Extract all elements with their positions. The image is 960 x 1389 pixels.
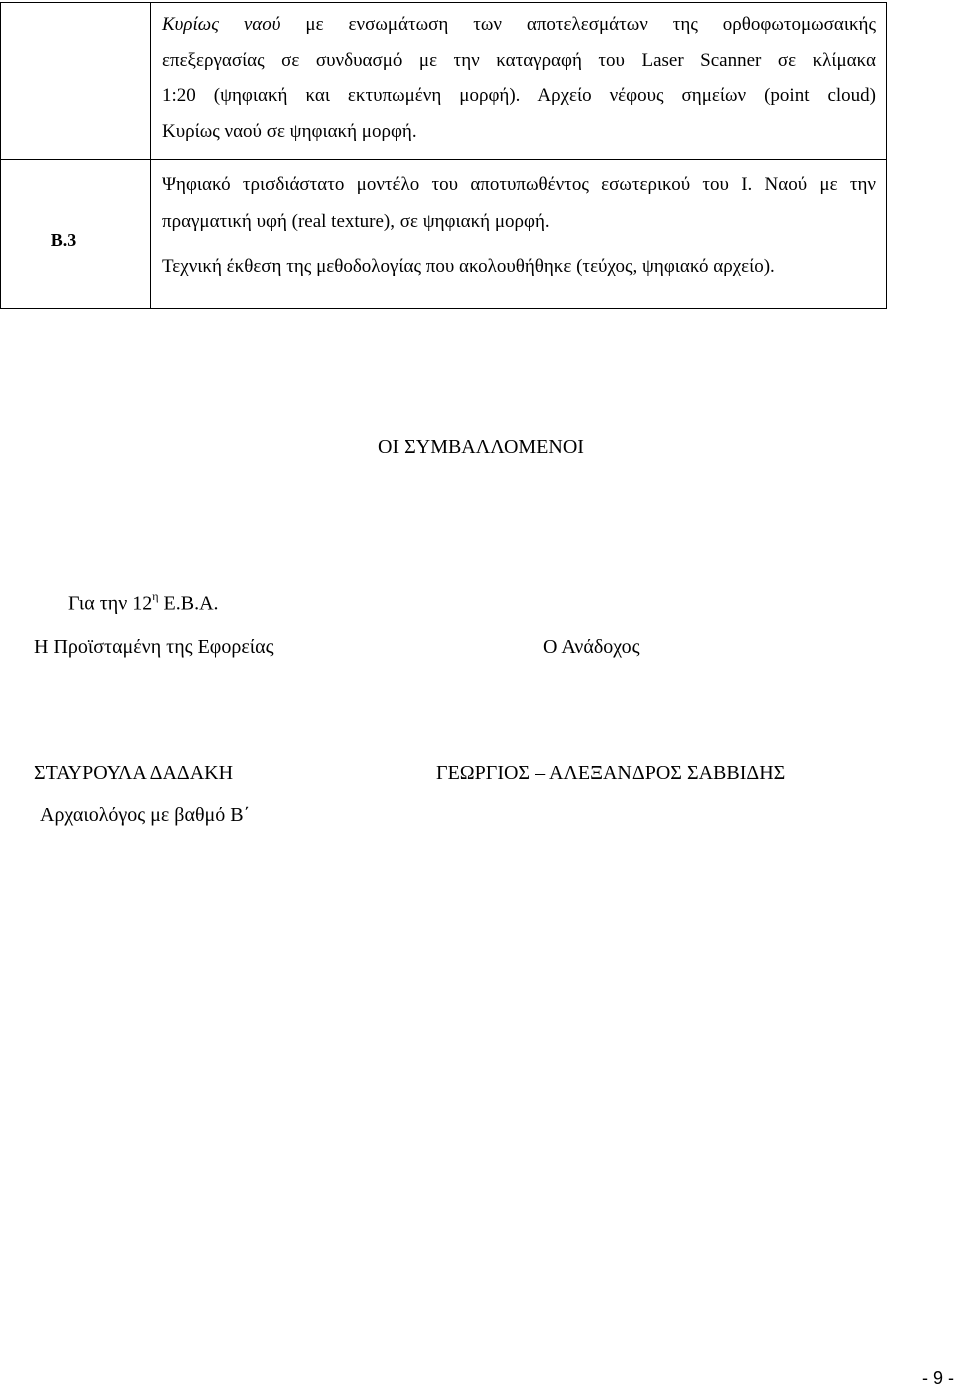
table-row [1, 3, 887, 160]
description-line [162, 7, 876, 43]
authority-line [68, 591, 219, 616]
authority-prefix: Για την 12 [68, 592, 153, 615]
description-line: πραγματική υφή (real texture), σε ψηφιακή μορφή. [162, 211, 550, 232]
left-signatory-name: ΣΤΑΥΡΟΥΛΑ ΔΑΔΑΚΗ [34, 762, 234, 784]
contracting-parties-heading: ΟΙ ΣΥΜΒΑΛΛΟΜΕΝΟΙ [378, 436, 584, 458]
item-code: Β.3 [50, 229, 77, 250]
table-row [1, 160, 887, 309]
right-signatory-name: ΓΕΩΡΓΙΟΣ – ΑΛΕΞΑΝΔΡΟΣ ΣΑΒΒΙΔΗΣ [436, 762, 786, 784]
page-number: - 9 - [922, 1368, 955, 1388]
description-line: 1:20 (ψηφιακή και εκτυπωμένη μορφή). Αρχείο νέφους σημείων (point cloud) [162, 85, 876, 106]
row-description-cell [151, 3, 887, 160]
description-line: Τεχνική έκθεση της μεθοδολογίας που ακολουθήθηκε (τεύχος, ψηφιακό αρχείο). [162, 256, 775, 277]
ordinal-superscript: η [152, 589, 159, 603]
description-line: Κυρίως ναού σε ψηφιακή μορφή. [162, 120, 417, 142]
italic-term: Κυρίως ναού [162, 14, 281, 35]
row-code-cell [1, 3, 151, 160]
description-line: επεξεργασίας σε συνδυασμό με την καταγραφή του Laser Scanner σε κλίμακα [162, 49, 876, 71]
row-code-cell [1, 160, 151, 309]
left-signatory-title: Αρχαιολόγος με βαθμό Β΄ [40, 804, 251, 826]
description-text: με ενσωμάτωση των αποτελεσμάτων της ορθοφωτομωσαικής [280, 14, 877, 35]
deliverables-table [0, 2, 887, 309]
right-signatory-role: Ο Ανάδοχος [543, 636, 640, 658]
authority-suffix: Ε.Β.Α. [158, 592, 219, 615]
description-line: Ψηφιακό τρισδιάστατο μοντέλο του αποτυπωθέντος εσωτερικού του Ι. Ναού με την [162, 174, 876, 195]
row-description-cell [151, 160, 887, 309]
left-signatory-role: Η Προϊσταμένη της Εφορείας [34, 636, 274, 658]
